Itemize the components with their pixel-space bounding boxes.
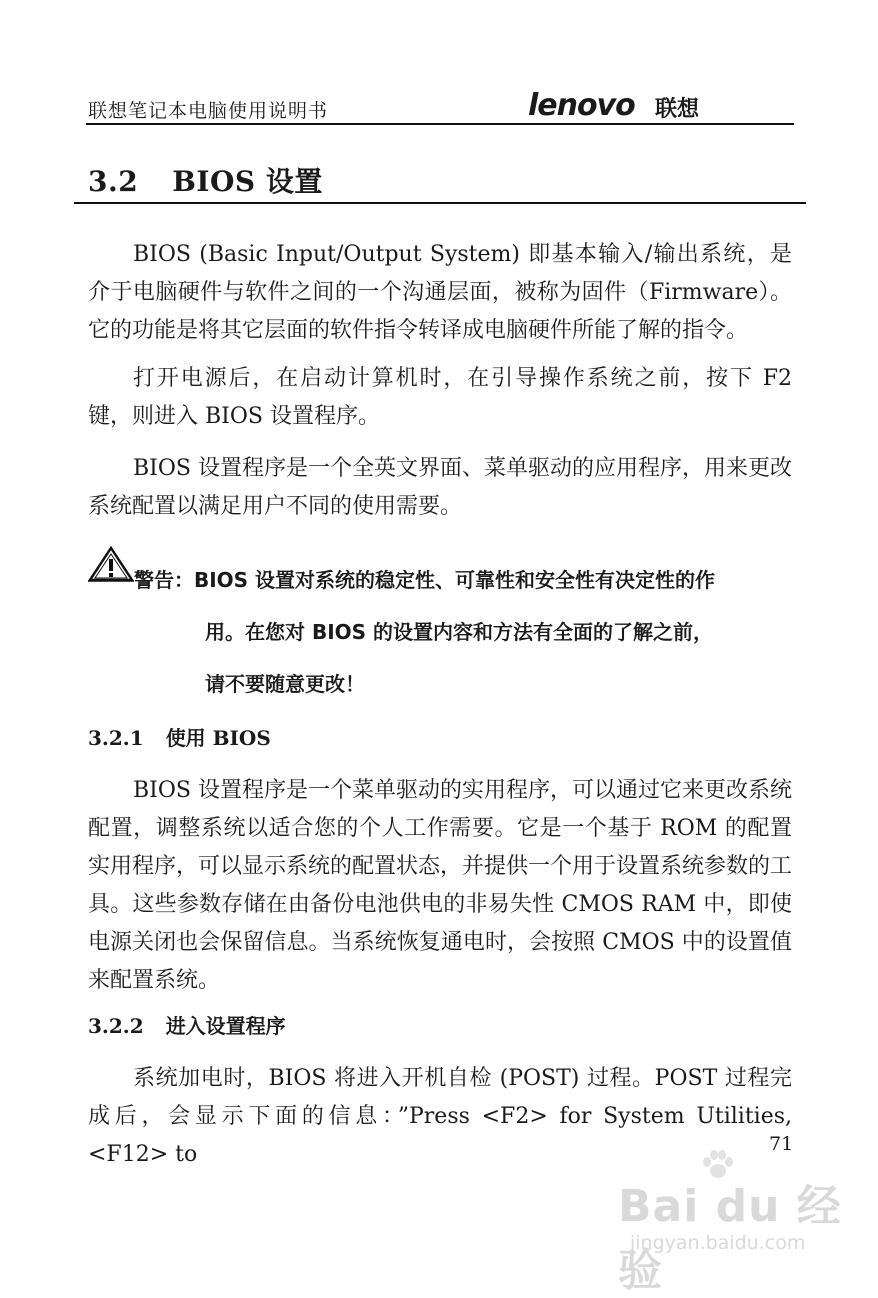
section-title: BIOS 设置 [172, 165, 323, 198]
paragraph-bios-intro: BIOS (Basic Input/Output System) 即基本输入/输出系统，是介于电脑硬件与软件之间的一个沟通层面，被称为固件（Firmware）。它的功能是将其它层面的软件指令转译成电脑硬件所能了解的指令。 [88, 242, 792, 343]
subsection-title: 使用 BIOS [165, 726, 271, 750]
warning-line-2: 用。在您对 BIOS 的设置内容和方法有全面的了解之前， [205, 620, 714, 644]
paragraph-enter-setup: 系统加电时，BIOS 将进入开机自检 (POST) 过程。POST 过程完成后，会显示下面的信息：”Press <F2> for System Utilities,<F12> to [88, 1066, 792, 1167]
watermark-logo: Bai du 经验 [618, 1181, 842, 1296]
section-divider [74, 202, 806, 204]
paragraph-using-bios: BIOS 设置程序是一个菜单驱动的实用程序，可以通过它来更改系统配置，调整系统以适合您的个人工作需要。它是一个基于 ROM 的配置实用程序，可以显示系统的配置状态，并提供一个用于设置系统参数的工具。这些参数存储在由备份电池供电的非易失性 CMOS RAM 中，即使电源关闭也会保留信息。当系统恢复通电时，会按照 CMOS 中的设置值来配置系统。 [88, 778, 793, 993]
subsection-number: 3.2.1 [88, 726, 144, 750]
warning-line-1: 警告：BIOS 设置对系统的稳定性、可靠性和安全性有决定性的作 [134, 568, 716, 592]
subsection-heading-enter-setup [88, 1010, 286, 1039]
warning-line-3: 请不要随意更改！ [205, 672, 365, 696]
section-heading [88, 160, 323, 200]
section-number: 3.2 [88, 165, 139, 198]
subsection-heading-using-bios [88, 722, 271, 751]
header-divider [86, 123, 794, 125]
lenovo-logo: lenovo [528, 88, 635, 123]
subsection-number: 3.2.2 [88, 1014, 144, 1038]
watermark-url: jingyan.baidu.com [630, 1232, 806, 1254]
page-number: 71 [769, 1133, 794, 1155]
header-title: 联想笔记本电脑使用说明书 [88, 100, 329, 122]
warning-icon [88, 546, 134, 582]
lenovo-logo-cn: 联想 [655, 97, 700, 122]
paragraph-enter-bios: 打开电源后，在启动计算机时，在引导操作系统之前，按下 F2 键，则进入 BIOS 设置程序。 [88, 366, 792, 429]
subsection-title: 进入设置程序 [165, 1014, 286, 1038]
paragraph-bios-program: BIOS 设置程序是一个全英文界面、菜单驱动的应用程序，用来更改系统配置以满足用户不同的使用需要。 [88, 456, 792, 519]
